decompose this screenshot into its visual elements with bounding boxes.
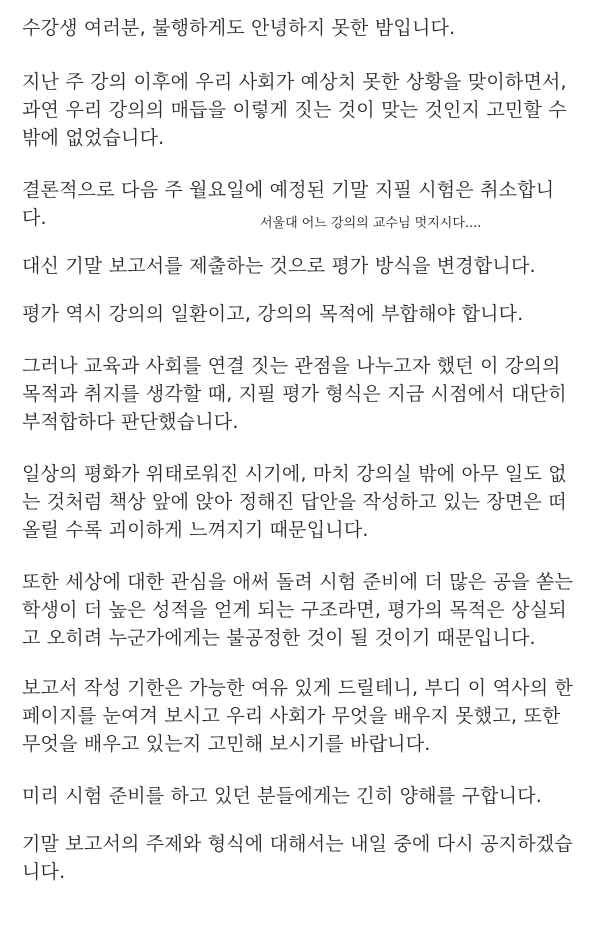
paragraph-report-deadline (22, 674, 592, 758)
text-line: 평가 역시 강의의 일환이고, 강의의 목적에 부합해야 합니다. (22, 303, 524, 325)
text-line: 는 것처럼 책상 앞에 앉아 정해진 답안을 작성하고 있는 장면은 떠 (22, 491, 567, 513)
text-line: 올릴 수록 괴이하게 느껴지기 때문입니다. (22, 519, 369, 541)
image-caption-overlay: 서울대 어느 강의의 교수님 멋지시다.... (260, 216, 482, 231)
paragraph-apology (22, 782, 592, 810)
paragraph-fairness (22, 568, 592, 652)
text-line: 페이지를 눈여겨 보시고 우리 사회가 무엇을 배우지 못했고, 또한 (22, 705, 561, 727)
text-line: 결론적으로 다음 주 월요일에 예정된 기말 지필 시험은 취소합니 (22, 179, 555, 201)
text-line: 과연 우리 강의의 매듭을 이렇게 짓는 것이 맞는 것인지 고민할 수 (22, 99, 567, 121)
text-line: 니다. (22, 861, 66, 883)
paragraph-evaluation-purpose (22, 300, 592, 328)
paragraph-greeting (22, 14, 592, 42)
text-line: 보고서 작성 기한은 가능한 여유 있게 드릴테니, 부디 이 역사의 한 (22, 677, 574, 699)
text-line: 밖에 없었습니다. (22, 127, 165, 149)
paragraph-daily-peace (22, 460, 592, 544)
text-line: 고 오히려 누군가에게는 불공정한 것이 될 것이기 때문입니다. (22, 627, 536, 649)
text-line: 다. (22, 207, 47, 229)
text-line: 대신 기말 보고서를 제출하는 것으로 평가 방식을 변경합니다. (22, 255, 536, 277)
text-line: 일상의 평화가 위태로워진 시기에, 마치 강의실 밖에 아무 일도 없 (22, 463, 567, 485)
text-line: 미리 시험 준비를 하고 있던 분들에게는 긴히 양해를 구합니다. (22, 785, 543, 807)
text-line: 기말 보고서의 주제와 형식에 대해서는 내일 중에 다시 공지하겠습 (22, 833, 573, 855)
paragraph-unsuitable-format (22, 352, 592, 436)
text-line: 그러나 교육과 사회를 연결 짓는 관점을 나누고자 했던 이 강의의 (22, 355, 561, 377)
text-line: 무엇을 배우고 있는지 고민해 보시기를 바랍니다. (22, 733, 431, 755)
text-line: 부적합하다 판단했습니다. (22, 411, 239, 433)
text-line: 목적과 취지를 생각할 때, 지필 평가 형식은 지금 시점에서 대단히 (22, 383, 567, 405)
paragraph-followup-notice (22, 830, 592, 886)
text-line: 또한 세상에 대한 관심을 애써 돌려 시험 준비에 더 많은 공을 쏟는 (22, 571, 574, 593)
text-line: 지난 주 강의 이후에 우리 사회가 예상치 못한 상황을 맞이하면서, (22, 71, 567, 93)
text-line: 학생이 더 높은 성적을 얻게 되는 구조라면, 평가의 목적은 상실되 (22, 599, 567, 621)
text-line: 수강생 여러분, 불행하게도 안녕하지 못한 밤입니다. (22, 17, 456, 39)
paragraph-background (22, 68, 592, 152)
paragraph-report-instead (22, 252, 592, 280)
